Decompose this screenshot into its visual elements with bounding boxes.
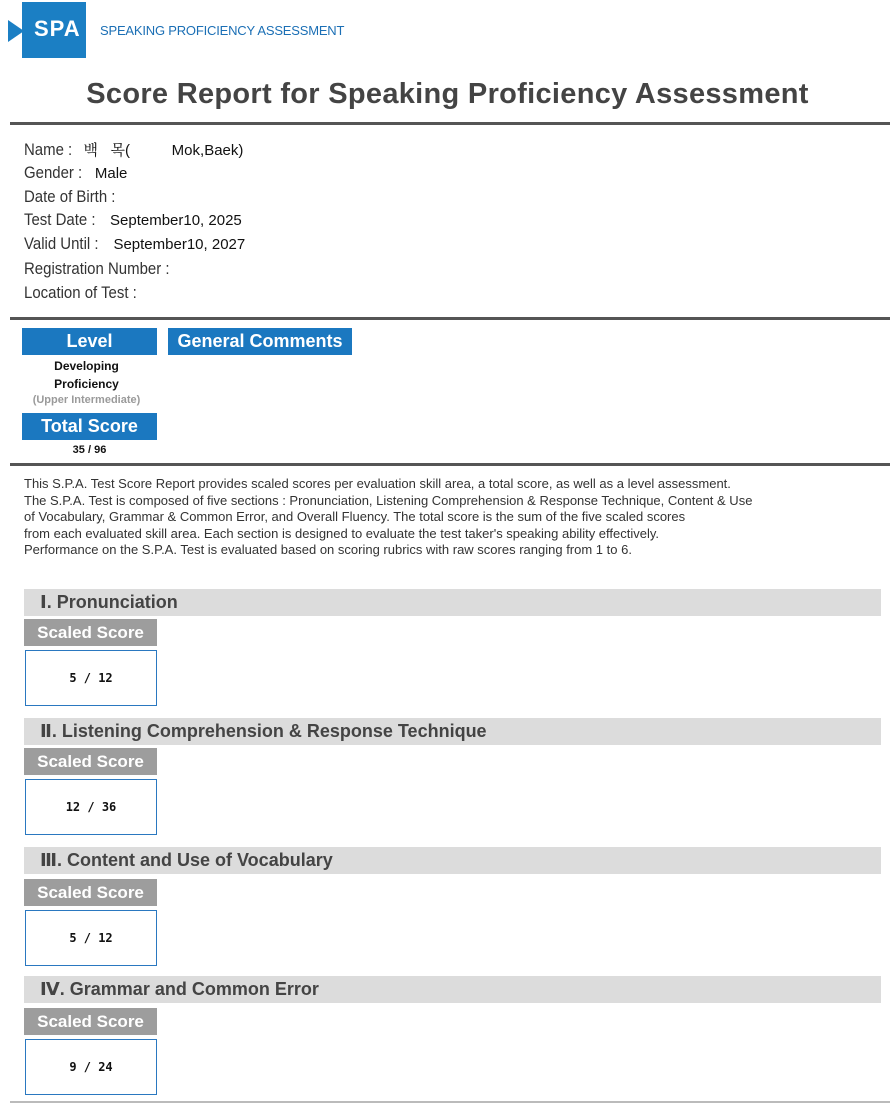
divider [10, 463, 890, 466]
tagline: SPEAKING PROFICIENCY ASSESSMENT [100, 23, 345, 38]
section-title-grammar: Ⅳ. Grammar and Common Error [24, 976, 881, 1003]
name-row [24, 139, 243, 163]
divider [10, 1101, 890, 1103]
valid-until-label: Valid Until : [24, 234, 99, 253]
level-value-line1: Developing [54, 359, 119, 373]
scaled-score-label: Scaled Score [24, 1008, 157, 1035]
test-date-value: September10, 2025 [110, 212, 242, 229]
location-row [24, 283, 152, 307]
location-label: Location of Test : [24, 283, 137, 302]
scaled-score-label: Scaled Score [24, 619, 157, 646]
test-date-row [24, 210, 242, 234]
gender-value: Male [94, 165, 128, 182]
name-value: 백 목( Mok,Baek) [83, 142, 244, 159]
valid-until-row [24, 234, 245, 258]
spa-logo [8, 2, 86, 58]
report-description [24, 476, 884, 559]
dob-row [24, 187, 128, 211]
divider [10, 122, 890, 125]
section-title-listening: Ⅱ. Listening Comprehension & Response Technique [24, 718, 881, 745]
gender-row [24, 163, 127, 187]
section-title-pronunciation: Ⅰ. Pronunciation [24, 589, 881, 616]
description-line: This S.P.A. Test Score Report provides scaled scores per evaluation skill area, a total score, as well as a level assessment. [24, 476, 731, 491]
logo-text: SPA [34, 16, 81, 41]
divider [10, 317, 890, 320]
scaled-score-value: 12 / 36 [25, 779, 157, 835]
total-score-value: 35 / 96 [72, 444, 107, 456]
name-label: Name : [24, 140, 73, 159]
scaled-score-label: Scaled Score [24, 879, 157, 906]
level-value-line2: Proficiency [54, 377, 119, 391]
level-label: Level [22, 328, 157, 355]
total-score-label: Total Score [22, 413, 157, 440]
general-comments-label: General Comments [168, 328, 352, 355]
test-date-label: Test Date : [24, 210, 96, 229]
dob-label: Date of Birth : [24, 187, 116, 206]
valid-until-value: September10, 2027 [113, 236, 246, 253]
scaled-score-label: Scaled Score [24, 748, 157, 775]
level-sub: (Upper Intermediate) [32, 394, 141, 406]
description-line: of Vocabulary, Grammar & Common Error, and Overall Fluency. The total score is the sum of the five scaled scores [24, 509, 686, 524]
registration-row [24, 259, 189, 283]
description-line: from each evaluated skill area. Each section is designed to evaluate the test taker's speaking ability effectively. [24, 525, 660, 541]
section-title-vocabulary: Ⅲ. Content and Use of Vocabulary [24, 847, 881, 874]
scaled-score-value: 5 / 12 [25, 910, 157, 966]
description-line: Performance on the S.P.A. Test is evaluated based on scoring rubrics with raw scores ranging from 1 to 6. [24, 542, 632, 557]
page-title: Score Report for Speaking Proficiency Assessment [86, 78, 809, 110]
gender-label: Gender : [24, 163, 83, 182]
registration-label: Registration Number : [24, 259, 170, 278]
scaled-score-value: 9 / 24 [25, 1039, 157, 1095]
description-line: The S.P.A. Test is composed of five sections : Pronunciation, Listening Comprehension & Response Technique, Content & Use [24, 492, 753, 508]
scaled-score-value: 5 / 12 [25, 650, 157, 706]
